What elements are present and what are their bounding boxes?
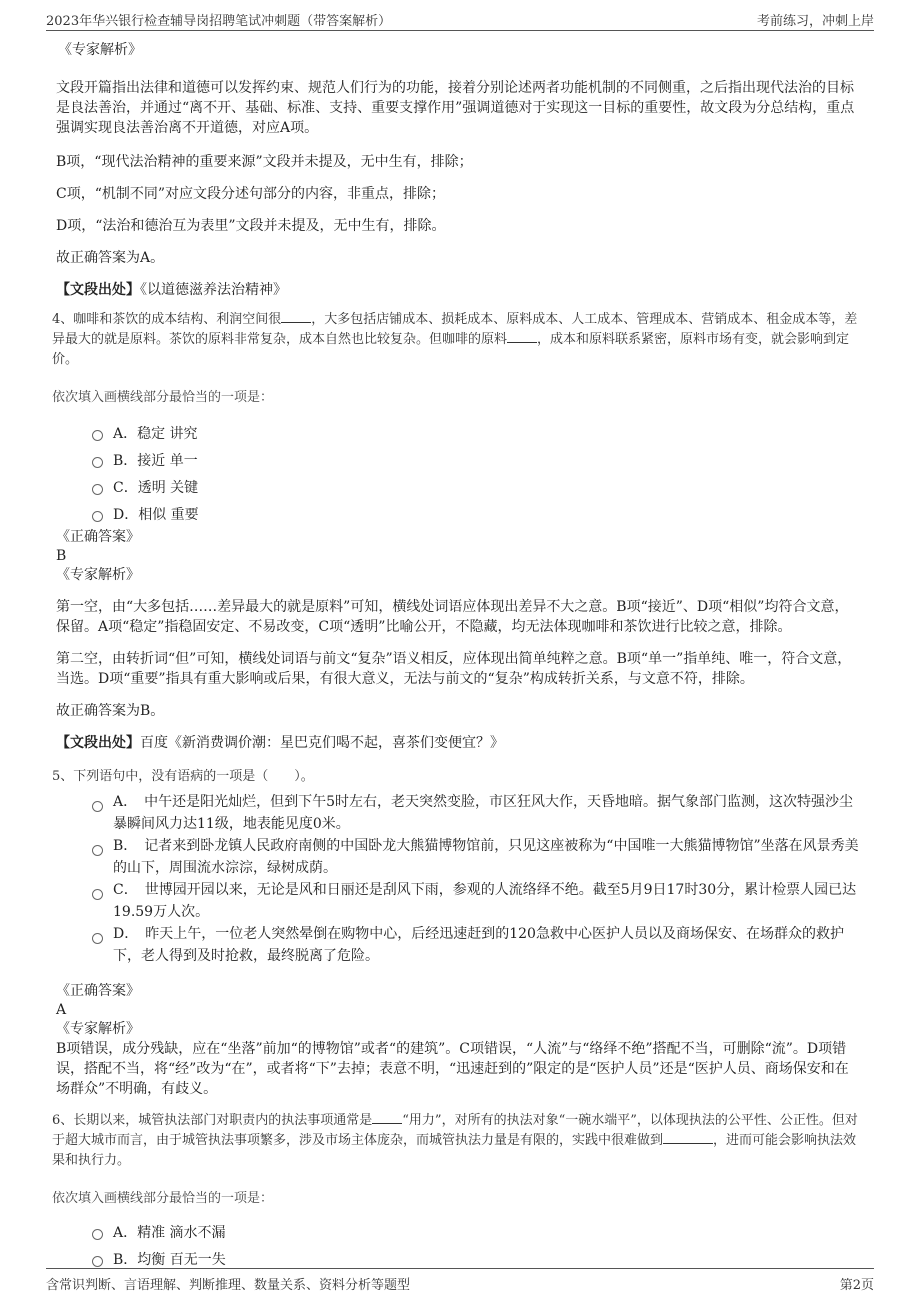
q3-analysis-p1: 文段开篇指出法律和道德可以发挥约束、规范人们行为的功能，接着分别论述两者功能机制的不同侧重，之后指出现代法治的目标是良法善治，并通过“离不开、基础、标准、支持、重要支撑作用”强调道德对于实现这一目标的重要性，故文段为分总结构，重点强调实现良法善治离不开道德，对应A项。 [56, 80, 855, 136]
radio-icon[interactable] [92, 889, 103, 900]
source-tag: 【文段出处】 [56, 735, 140, 751]
q6-instruction: 依次填入画横线部分最恰当的一项是： [52, 1191, 274, 1206]
q4-expert-label: 《专家解析》 [56, 567, 140, 583]
q4-option-a[interactable]: A．稳定 讲究 [92, 419, 862, 446]
source-title: 《以道德滋养法治精神》 [140, 282, 287, 298]
blank-2 [507, 330, 537, 343]
q6-stem: 6、长期以来，城管执法部门对职责内的执法事项通常是 “用力”，对所有的执法对象“一碗水端平”，以体现执法的公平性、公正性。但对于超大城市而言，由于城管执法事项繁多，涉及市场主体庞杂，而城管执法力量是有限的，实践中很难做到 ，进而可能会影响执法效果和执行力。 [52, 1113, 858, 1168]
radio-icon[interactable] [92, 511, 103, 522]
footer-topics: 含常识判断、言语理解、判断推理、数量关系、资料分析等题型 [46, 1278, 411, 1293]
header-slogan: 考前练习，冲刺上岸 [756, 14, 874, 29]
q4-analysis-p2: 第二空，由转折词“但”可知，横线处词语与前文“复杂”语义相反，应体现出简单纯粹之意。B项“单一”指单纯、唯一，符合文意，当选。D项“重要”指具有重大影响或后果，有很大意义，无法与前文的“复杂”构成转折关系，与文意不符，排除。 [56, 651, 852, 687]
radio-icon[interactable] [92, 457, 103, 468]
page-header [46, 8, 874, 31]
q5-answer-label: 《正确答案》 [56, 983, 140, 999]
radio-icon[interactable] [92, 484, 103, 495]
radio-icon[interactable] [92, 430, 103, 441]
source-title: 百度《新消费调价潮：星巴克们喝不起，喜茶们变便宜？》 [140, 735, 504, 751]
q4-analysis-p1: 第一空，由“大多包括……差异最大的就是原料”可知，横线处词语应体现出差异不大之意。B项“接近”、D项“相似”均符合文意，保留。A项“稳定”指稳固安定、不易改变，C项“透明”比喻公开，不隐藏，均无法体现咖啡和茶饮进行比较之意，排除。 [56, 599, 849, 635]
radio-icon[interactable] [92, 1229, 103, 1240]
document-title: 2023年华兴银行检查辅导岗招聘笔试冲刺题（带答案解析） [46, 14, 392, 29]
q3-analysis-p2: B项，“现代法治精神的重要来源”文段并未提及，无中生有，排除； [56, 154, 473, 170]
q5-analysis: B项错误，成分残缺，应在“坐落”前加“的博物馆”或者“的建筑”。C项错误，“人流”与“络绎不绝”搭配不当，可删除“流”。D项错误，搭配不当，将“经”改为“在”，或者将“下”去掉；表意不明，“迅速赶到的”限定的是“医护人员”还是“医护人员、商场保安和在场群众”不明确，有歧义。 [56, 1041, 849, 1097]
radio-icon[interactable] [92, 801, 103, 812]
q3-expert-label: 《专家解析》 [58, 42, 142, 58]
q3-analysis-p4: D项，“法治和德治互为表里”文段并未提及，无中生有，排除。 [56, 218, 446, 234]
q3-analysis-p3: C项，“机制不同”对应文段分述句部分的内容，非重点，排除； [56, 186, 446, 202]
q4-option-c[interactable]: C．透明 关键 [92, 473, 862, 500]
q4-options [56, 419, 862, 527]
q5-option-a[interactable]: A． 中午还是阳光灿烂，但到下午5时左右，老天突然变脸，市区狂风大作，天昏地暗。据气象部门监测，这次特强沙尘暴瞬间风力达11级，地表能见度0米。 [92, 791, 862, 835]
q3-source [56, 280, 862, 300]
q4-conclusion: 故正确答案为B。 [56, 703, 165, 719]
q4-source [56, 733, 862, 753]
radio-icon[interactable] [92, 933, 103, 944]
q6-options [56, 1218, 862, 1272]
q4-instruction: 依次填入画横线部分最恰当的一项是： [52, 390, 274, 405]
q4-answer: B [56, 548, 67, 564]
q3-conclusion: 故正确答案为A。 [56, 250, 165, 266]
q5-expert-label: 《专家解析》 [56, 1021, 140, 1037]
page-content [52, 40, 862, 1272]
page-number: 第2页 [839, 1278, 874, 1293]
blank-1 [281, 310, 311, 323]
q6-option-a[interactable]: A．精准 滴水不漏 [92, 1218, 862, 1245]
q6-option-b[interactable]: B．均衡 百无一失 [92, 1245, 862, 1272]
q4-stem: 4、咖啡和茶饮的成本结构、利润空间很 ，大多包括店铺成本、损耗成本、原料成本、人工成本、管理成本、营销成本、租金成本等，差异最大的就是原料。茶饮的原料非常复杂，成本自然也比较复杂。但咖啡的原料 ，成本和原料联系紧密，原料市场有变，就会影响到定价。 [52, 312, 858, 367]
radio-icon[interactable] [92, 1256, 103, 1267]
radio-icon[interactable] [92, 845, 103, 856]
q4-option-d[interactable]: D．相似 重要 [92, 500, 862, 527]
q5-options [56, 791, 862, 967]
q4-option-b[interactable]: B．接近 单一 [92, 446, 862, 473]
q5-option-c[interactable]: C． 世博园开园以来，无论是风和日丽还是刮风下雨，参观的人流络绎不绝。截至5月9日17时30分，累计检票人园已达19.59万人次。 [92, 879, 862, 923]
source-tag: 【文段出处】 [56, 282, 140, 298]
blank-2 [663, 1131, 713, 1144]
q5-option-d[interactable]: D． 昨天上午，一位老人突然晕倒在购物中心，后经迅速赶到的120急救中心医护人员以及商场保安、在场群众的救护下，老人得到及时抢救，最终脱离了危险。 [92, 923, 862, 967]
q5-answer: A [56, 1002, 67, 1018]
q5-stem: 5、下列语句中，没有语病的一项是（ ）。 [52, 769, 314, 784]
blank-1 [372, 1111, 402, 1124]
q4-answer-label: 《正确答案》 [56, 529, 140, 545]
page-footer [46, 1268, 874, 1295]
q5-option-b[interactable]: B． 记者来到卧龙镇人民政府南侧的中国卧龙大熊猫博物馆前，只见这座被称为“中国唯一大熊猫博物馆”坐落在风景秀美的山下，周围流水淙淙，绿树成荫。 [92, 835, 862, 879]
